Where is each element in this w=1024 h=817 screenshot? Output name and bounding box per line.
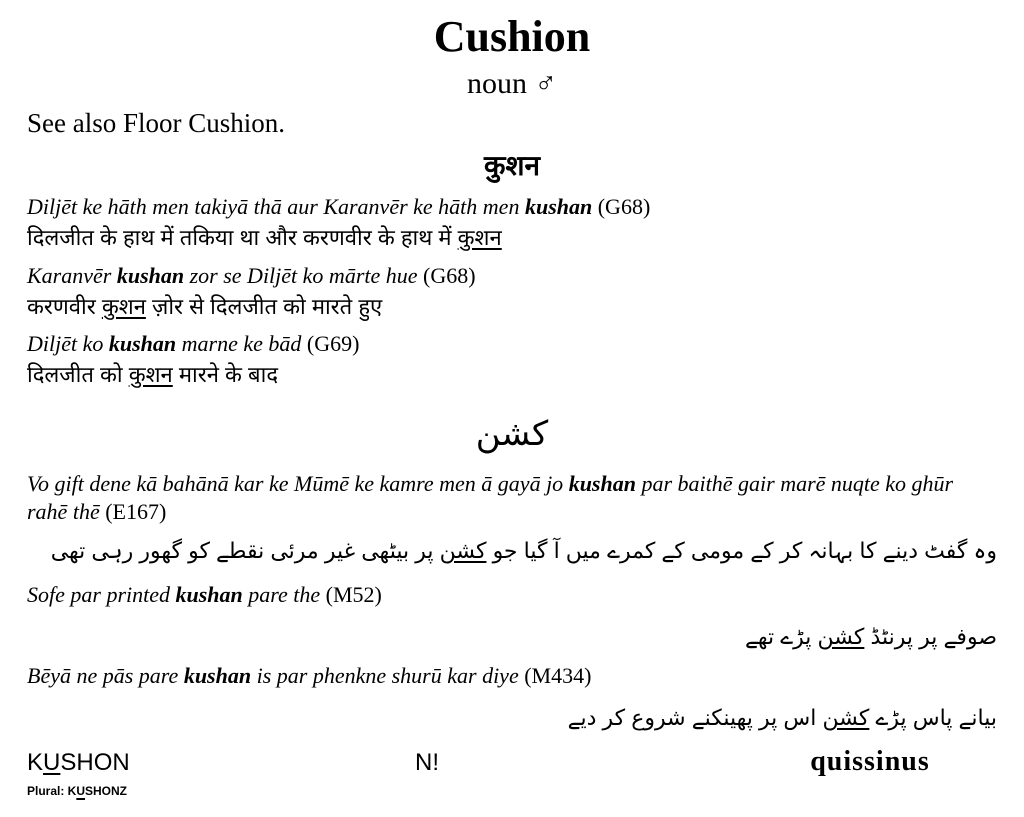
code-underlined-letter: U: [43, 749, 61, 776]
example-ref: (M52): [325, 582, 382, 607]
example-ref: (G69): [301, 331, 360, 356]
code-text: SHON: [60, 749, 130, 776]
part-of-speech: noun ♂: [467, 67, 557, 100]
native-text: پڑے تھے: [744, 624, 818, 649]
urdu-example-3-translit: [27, 662, 591, 690]
native-text: करणवीर: [27, 294, 102, 319]
urdu-example-3-native: [568, 703, 997, 733]
hindi-example-1-translit: [27, 193, 650, 221]
hindi-example-3-native: [27, 361, 278, 389]
native-text: پر بیٹھی غیر مرئی نقطے کو گھور رہی تھی: [50, 538, 440, 563]
native-term: कुशन: [128, 362, 173, 387]
urdu-example-1-translit: [27, 470, 997, 526]
example-text: zor se Diljēt ko mārte hue: [184, 263, 418, 288]
native-text: صوفے پر پرنٹڈ: [864, 624, 997, 649]
urdu-example-2-native: [745, 622, 997, 652]
latin-etymon: quissinus: [810, 746, 930, 777]
native-text: ज़ोर से दिलजीत को मारते हुए: [145, 294, 383, 319]
native-text: मारने के बाद: [172, 362, 279, 387]
native-term: कुशन: [457, 225, 502, 250]
plural-text: Plural: K: [27, 784, 77, 798]
see-also-note: See also Floor Cushion.: [27, 108, 286, 138]
headword: Cushion: [433, 12, 591, 61]
hindi-example-2-native: [27, 293, 382, 321]
plural-form: [27, 783, 127, 799]
code-text: K: [27, 749, 44, 776]
hindi-heading: कुशन: [483, 150, 541, 181]
example-text: par baithē gair marē nuqte ko ghūr rahē thē: [27, 471, 954, 524]
example-text: pare the: [242, 582, 326, 607]
plural-text: SHONZ: [85, 784, 128, 798]
native-text: اس پر پھینکنے شروع کر دیے: [567, 705, 823, 730]
example-text: marne ke bād: [176, 331, 302, 356]
hindi-example-2-translit: [27, 262, 476, 290]
native-text: दिलजीत को: [27, 362, 129, 387]
example-term: kushan: [524, 194, 593, 219]
native-term: کشن: [822, 705, 870, 730]
hindi-example-3-translit: [27, 330, 359, 358]
native-text: وہ گفٹ دینے کا بہانہ کر کے مومی کے کمرے میں آ گیا جو: [486, 538, 997, 563]
phonetic-code: [27, 748, 130, 778]
example-text: Karanvēr: [27, 263, 117, 288]
example-text: Vo gift dene kā bahānā kar ke Mūmē ke kamre men ā gayā jo: [27, 471, 569, 496]
plural-underlined-letter: U: [76, 784, 86, 798]
example-text: Sofe par printed: [27, 582, 176, 607]
example-term: kushan: [175, 582, 243, 607]
native-term: کشن: [439, 538, 487, 563]
urdu-example-1-native: [51, 536, 997, 566]
example-term: kushan: [568, 471, 636, 496]
example-term: kushan: [116, 263, 185, 288]
hindi-example-1-native: [27, 224, 502, 252]
example-term: kushan: [108, 331, 177, 356]
native-term: کشن: [817, 624, 865, 649]
example-ref: (G68): [417, 263, 476, 288]
example-text: Diljēt ke hāth men takiyā thā aur Karanvēr ke hāth men: [27, 194, 525, 219]
example-ref: (M434): [518, 663, 592, 688]
urdu-example-2-translit: [27, 581, 382, 609]
example-text: Bēyā ne pās pare: [27, 663, 184, 688]
native-text: दिलजीत के हाथ में तकिया था और करणवीर के हाथ में: [27, 225, 458, 250]
urdu-heading: کشن: [475, 415, 549, 453]
native-text: بیانے پاس پڑے: [869, 705, 997, 730]
example-ref: (G68): [592, 194, 651, 219]
example-ref: (E167): [99, 499, 167, 524]
grammar-marker: N!: [415, 749, 439, 776]
native-term: कुशन: [101, 294, 146, 319]
example-term: kushan: [183, 663, 252, 688]
example-text: Diljēt ko: [27, 331, 109, 356]
example-text: is par phenkne shurū kar diye: [251, 663, 519, 688]
